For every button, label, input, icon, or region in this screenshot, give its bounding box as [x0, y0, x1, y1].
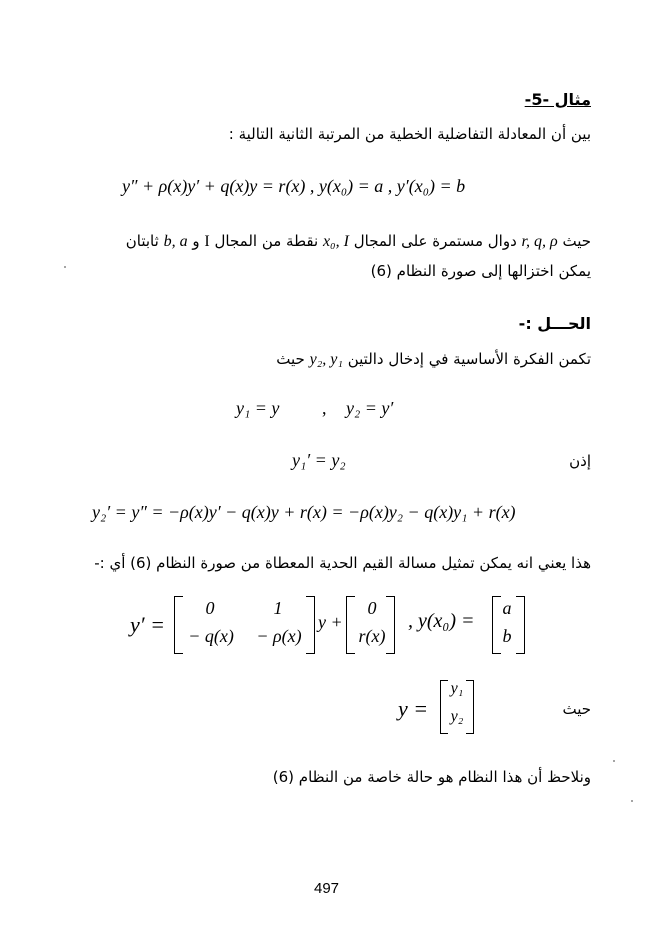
meaning-line: هذا يعني انه يمكن تمثيل مسالة القيم الحدية المعطاة من صورة النظام (6) أي :- [94, 554, 591, 572]
continuous-text: دوال مستمرة على المجال [353, 232, 517, 250]
note-line: ونلاحظ أن هذا النظام هو حالة خاصة من النظام (6) [272, 768, 591, 786]
matrix-a22: − ρ(x) [256, 626, 302, 646]
vector-b-right-bracket [386, 596, 395, 654]
def-y1: y₁ = y [236, 398, 280, 418]
vector-b1: 0 [367, 598, 377, 618]
vector-y1: y₁ [450, 680, 464, 697]
scan-speck [631, 800, 633, 802]
functions-list: r, q, ρ [521, 233, 558, 250]
intro-text: بين أن المعادلة التفاضلية الخطية من المرتبة الثانية التالية : [228, 125, 591, 143]
main-equation: y″ + ρ(x)y′ + q(x)y = r(x) , y(x₀) = a , y′(x₀) = b [122, 176, 466, 196]
idea-line [276, 350, 591, 369]
vector-equation [398, 678, 498, 736]
idea-where: حيث [276, 350, 305, 368]
constants-list: b, a [163, 233, 188, 250]
matrix-a-right-bracket [306, 596, 315, 654]
def-y2: y₂ = y′ [346, 398, 394, 418]
vector-y-right-bracket [466, 680, 474, 734]
where-word-2: حيث [562, 700, 591, 718]
idea-text: تكمن الفكرة الأساسية في إدخال دالتين [347, 350, 591, 368]
page-number: 497 [314, 880, 340, 897]
example-heading: مثال -5- [524, 90, 591, 109]
system-line: يمكن اختزالها إلى صورة النظام (6) [370, 262, 591, 280]
matrix-a21: − q(x) [188, 626, 234, 646]
matrix-a11: 0 [205, 598, 215, 618]
interval-I: I [204, 233, 210, 250]
vector-lhs: y = [398, 696, 429, 721]
idea-vars: y₂, y₁ [309, 351, 343, 368]
matrix-equation [130, 594, 550, 658]
then-word: إذن [569, 452, 591, 470]
where-word: حيث [562, 232, 591, 250]
matrix-a12: 1 [273, 598, 283, 618]
vector-b2: r(x) [358, 626, 386, 646]
matrix-mid: y + [318, 612, 343, 632]
eq-y1-prime: y₁′ = y₂ [292, 450, 346, 470]
vector-y2: y₂ [450, 708, 464, 725]
vector-c1: a [502, 598, 512, 618]
scan-speck [64, 266, 66, 268]
and-word: و [192, 232, 200, 250]
init-condition: , y(x₀) = [408, 610, 475, 632]
point-text: نقطة من المجال [214, 232, 319, 250]
interval-vars: x₀, I [322, 233, 349, 250]
constants-word: ثابتان [125, 232, 159, 250]
vector-c-right-bracket [516, 596, 525, 654]
matrix-lhs: y′ = [130, 612, 165, 637]
solution-heading: الحـــل :- [518, 314, 591, 333]
scan-speck [613, 760, 615, 762]
vector-c2: b [502, 626, 512, 646]
def-comma: , [322, 398, 327, 418]
where-line [126, 232, 591, 251]
eq-y2-prime: y₂′ = y″ = −ρ(x)y′ − q(x)y + r(x) = −ρ(x)y₂ − q(x)y₁ + r(x) [92, 502, 516, 522]
